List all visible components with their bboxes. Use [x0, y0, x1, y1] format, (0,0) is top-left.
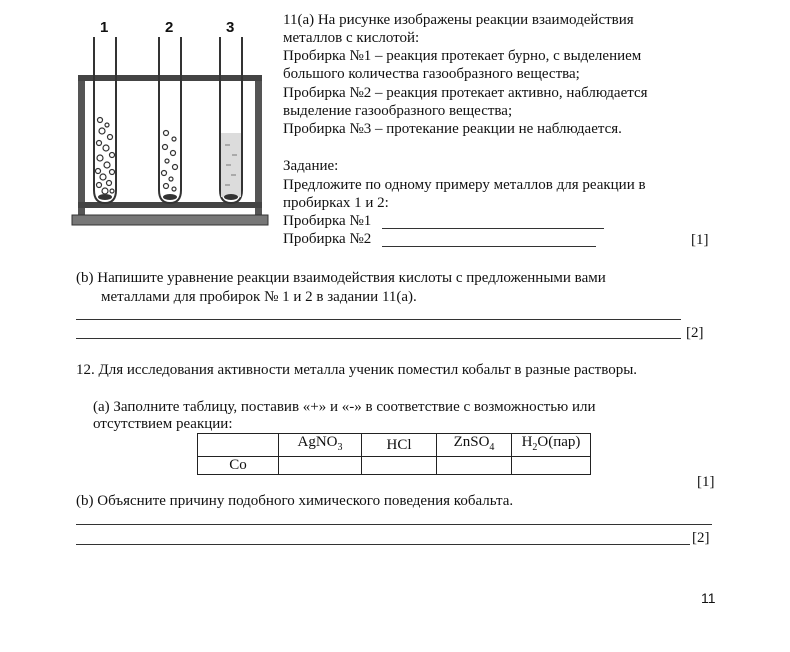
table-corner-cell [198, 434, 279, 457]
header-znso4: ZnSO$_4$ [437, 434, 512, 457]
task12-a-line: (а) Заполните таблицу, поставив «+» и «-» в соответствие с возможностью или [93, 399, 596, 415]
tube1-answer-line[interactable] [382, 228, 604, 229]
header-agno3: AgNO$_3$ [279, 434, 362, 457]
test-tubes-illustration [70, 15, 270, 230]
assignment-line: пробирках 1 и 2: [283, 195, 389, 211]
tube2-answer-line[interactable] [382, 246, 596, 247]
test-tube-figure [70, 15, 270, 230]
task11-a-line: 11(a) На рисунке изображены реакции взаимодействия [283, 12, 634, 28]
header-hcl: HCl [362, 434, 437, 457]
answer-cell-hcl[interactable] [362, 457, 437, 475]
assignment-heading: Задание: [283, 158, 339, 174]
task11-a-line: выделение газообразного вещества; [283, 103, 513, 119]
task11-a-line: Пробирка №1 – реакция протекает бурно, с выделением [283, 48, 642, 64]
reaction-table [197, 433, 591, 475]
task11-b-answer-line-2[interactable] [76, 338, 681, 339]
answer-cell-agno3[interactable] [279, 457, 362, 475]
assignment-line: Предложите по одному примеру металлов для реакции в [283, 177, 646, 193]
page-number: 11 [701, 590, 716, 606]
table-row [198, 457, 591, 475]
task11-a-line: Пробирка №3 – протекание реакции не наблюдается. [283, 121, 622, 137]
tube-label-3: 3 [226, 19, 235, 36]
task11-b-score: [2] [686, 325, 704, 341]
task11-a-line: большого количества газообразного вещества; [283, 66, 580, 82]
table-header-row [198, 434, 591, 457]
task12-a-line: отсутствием реакции: [93, 416, 233, 432]
tube-1 [94, 37, 116, 203]
tube2-answer-label: Пробирка №2 [283, 231, 372, 247]
task11-a-score: [1] [691, 232, 709, 248]
tube-label-2: 2 [165, 19, 174, 36]
header-h2o: $H_2O(пар)$ [512, 434, 591, 457]
task11-b-answer-line-1[interactable] [76, 319, 681, 320]
task12-heading: 12. Для исследования активности металла ученик поместил кобальт в разные растворы. [76, 362, 638, 378]
task11-b-line: (b) Напишите уравнение реакции взаимодействия кислоты с предложенными вами [76, 270, 606, 286]
tube-2 [159, 37, 181, 203]
task12-b-score: [2] [692, 530, 710, 546]
task12-b-answer-line-1[interactable] [76, 524, 712, 525]
answer-cell-znso4[interactable] [437, 457, 512, 475]
row-label-co: Co [198, 457, 279, 475]
tube-3 [220, 37, 242, 203]
tube1-answer-label: Пробирка №1 [283, 213, 372, 229]
task11-a-line: металлов с кислотой: [283, 30, 420, 46]
answer-cell-h2o[interactable] [512, 457, 591, 475]
task11-b-line: металлами для пробирок № 1 и 2 в задании 11(а). [101, 289, 417, 305]
task12-b-answer-line-2[interactable] [76, 544, 690, 545]
task12-a-score: [1] [697, 474, 715, 490]
tube-label-1: 1 [100, 19, 109, 36]
task12-b-text: (b) Объясните причину подобного химического поведения кобальта. [76, 493, 514, 509]
task11-a-line: Пробирка №2 – реакция протекает активно, наблюдается [283, 85, 648, 101]
